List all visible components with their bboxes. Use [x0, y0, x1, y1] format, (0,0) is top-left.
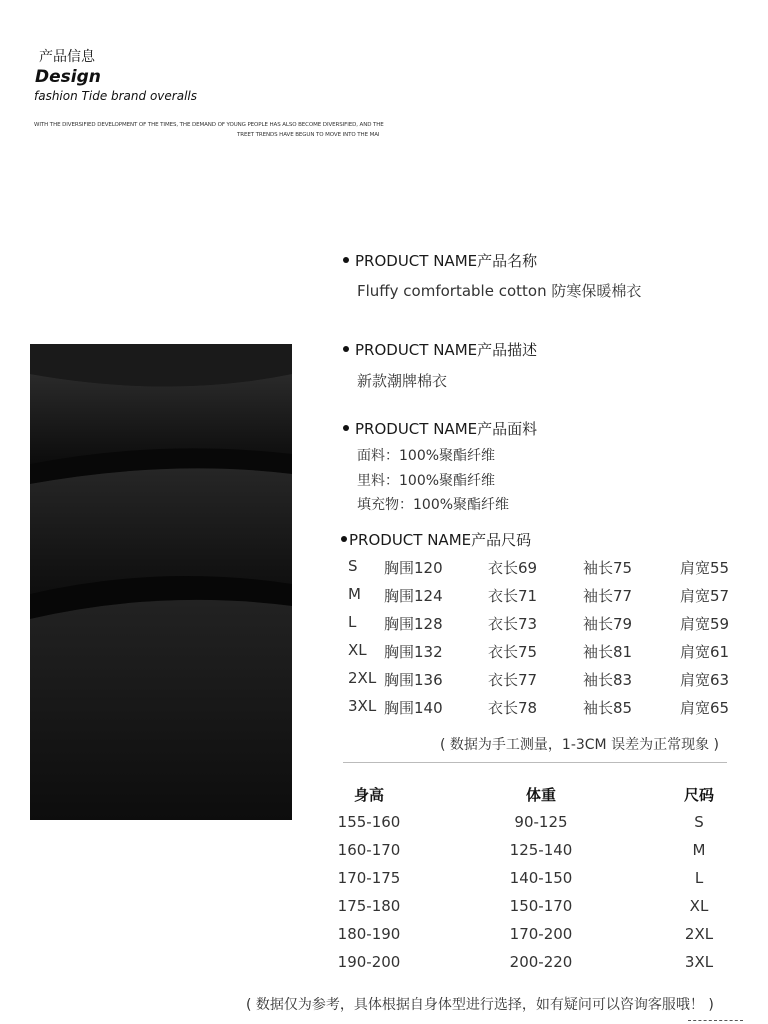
hw-table-height-value: 160-170	[337, 841, 401, 859]
hw-table-height-value: 175-180	[337, 897, 401, 915]
hw-table-weight-value: 150-170	[509, 897, 573, 915]
size-table-chest-value: 胸围132	[384, 643, 443, 661]
fabric-image	[30, 344, 292, 820]
bullet-icon	[343, 257, 349, 263]
section-title-name	[343, 250, 537, 271]
size-table-size-label: 3XL	[348, 697, 377, 715]
fabric-line: 填充物：100%聚酯纤维	[357, 497, 510, 513]
section-title-size	[341, 529, 531, 550]
section-title-desc	[343, 339, 537, 360]
hw-table-weight-value: 125-140	[509, 841, 573, 859]
header-fine-print-2: TREET TRENDS HAVE BEGUN TO MOVE INTO THE MAI	[237, 132, 380, 138]
section-title-fabric-text: PRODUCT NAME产品面料	[355, 420, 538, 438]
size-table-size-label: S	[348, 557, 358, 575]
hw-table-weight-value: 200-220	[509, 953, 573, 971]
section-title-size-text: PRODUCT NAME产品尺码	[349, 531, 532, 549]
size-table-shoulder-value: 肩宽59	[680, 615, 730, 633]
fabric-line: 面料：100%聚酯纤维	[357, 448, 496, 464]
hw-table-height-value: 180-190	[337, 925, 401, 943]
size-table-shoulder-value: 肩宽61	[680, 643, 730, 661]
size-table-length-value: 衣长69	[488, 559, 538, 577]
hw-table-height-value: 190-200	[337, 953, 401, 971]
bullet-icon	[343, 346, 349, 352]
size-table-sleeve-value: 袖长85	[583, 699, 633, 717]
size-table-size-label: M	[348, 585, 361, 603]
header-subtitle: fashion Tide brand overalls	[34, 89, 197, 103]
size-note: ( 数据为手工测量，1-3CM 误差为正常现象 )	[440, 737, 719, 753]
section-title-fabric	[343, 418, 537, 439]
hw-table-header-size: 尺码	[683, 786, 715, 804]
divider	[343, 762, 727, 763]
size-table-length-value: 衣长77	[488, 671, 538, 689]
size-table-length-value: 衣长78	[488, 699, 538, 717]
size-table-sleeve-value: 袖长77	[583, 587, 633, 605]
hw-table-weight-value: 90-125	[514, 813, 568, 831]
hw-table-size-value: XL	[689, 897, 709, 915]
size-table-chest-value: 胸围124	[384, 587, 443, 605]
size-table-length-value: 衣长71	[488, 587, 538, 605]
size-table-shoulder-value: 肩宽57	[680, 587, 730, 605]
hw-table-size-value: L	[694, 869, 704, 887]
section-title-desc-text: PRODUCT NAME产品描述	[355, 341, 538, 359]
hw-table-height-value: 155-160	[337, 813, 401, 831]
product-name-text: Fluffy comfortable cotton 防寒保暖棉衣	[357, 282, 642, 300]
corner-mark	[688, 1020, 743, 1024]
size-table-chest-value: 胸围140	[384, 699, 443, 717]
hw-table-header-height: 身高	[353, 786, 385, 804]
size-table-shoulder-value: 肩宽55	[680, 559, 730, 577]
hw-table-size-value: 2XL	[684, 925, 714, 943]
size-table-size-label: 2XL	[348, 669, 377, 687]
bullet-icon	[343, 425, 349, 431]
header-design-title: Design	[35, 67, 101, 87]
size-table-sleeve-value: 袖长83	[583, 671, 633, 689]
hw-table-header-weight: 体重	[525, 786, 557, 804]
size-table-chest-value: 胸围128	[384, 615, 443, 633]
header-cn-title: 产品信息	[39, 49, 95, 65]
size-table-length-value: 衣长75	[488, 643, 538, 661]
hw-table-size-value: M	[692, 841, 706, 859]
hw-table-size-value: S	[694, 813, 704, 831]
product-desc-text: 新款潮牌棉衣	[357, 372, 448, 390]
size-table-length-value: 衣长73	[488, 615, 538, 633]
size-table-size-label: L	[348, 613, 357, 631]
size-table-sleeve-value: 袖长75	[583, 559, 633, 577]
hw-table-height-value: 170-175	[337, 869, 401, 887]
size-table-shoulder-value: 肩宽65	[680, 699, 730, 717]
header-fine-print-1: WITH THE DIVERSIFIED DEVELOPMENT OF THE TIMES, THE DEMAND OF YOUNG PEOPLE HAS ALSO BECOME DIVERSIFIED, AND THE	[34, 122, 384, 128]
size-table-size-label: XL	[348, 641, 367, 659]
size-table-shoulder-value: 肩宽63	[680, 671, 730, 689]
section-title-name-text: PRODUCT NAME产品名称	[355, 252, 538, 270]
footnote: ( 数据仅为参考，具体根据自身体型进行选择，如有疑问可以咨询客服哦！ )	[246, 997, 714, 1013]
hw-table-weight-value: 170-200	[509, 925, 573, 943]
size-table-chest-value: 胸围120	[384, 559, 443, 577]
bullet-icon	[341, 536, 347, 542]
size-table-sleeve-value: 袖长79	[583, 615, 633, 633]
size-table-sleeve-value: 袖长81	[583, 643, 633, 661]
size-table-chest-value: 胸围136	[384, 671, 443, 689]
fabric-line: 里料：100%聚酯纤维	[357, 473, 496, 489]
hw-table-weight-value: 140-150	[509, 869, 573, 887]
hw-table-size-value: 3XL	[684, 953, 714, 971]
